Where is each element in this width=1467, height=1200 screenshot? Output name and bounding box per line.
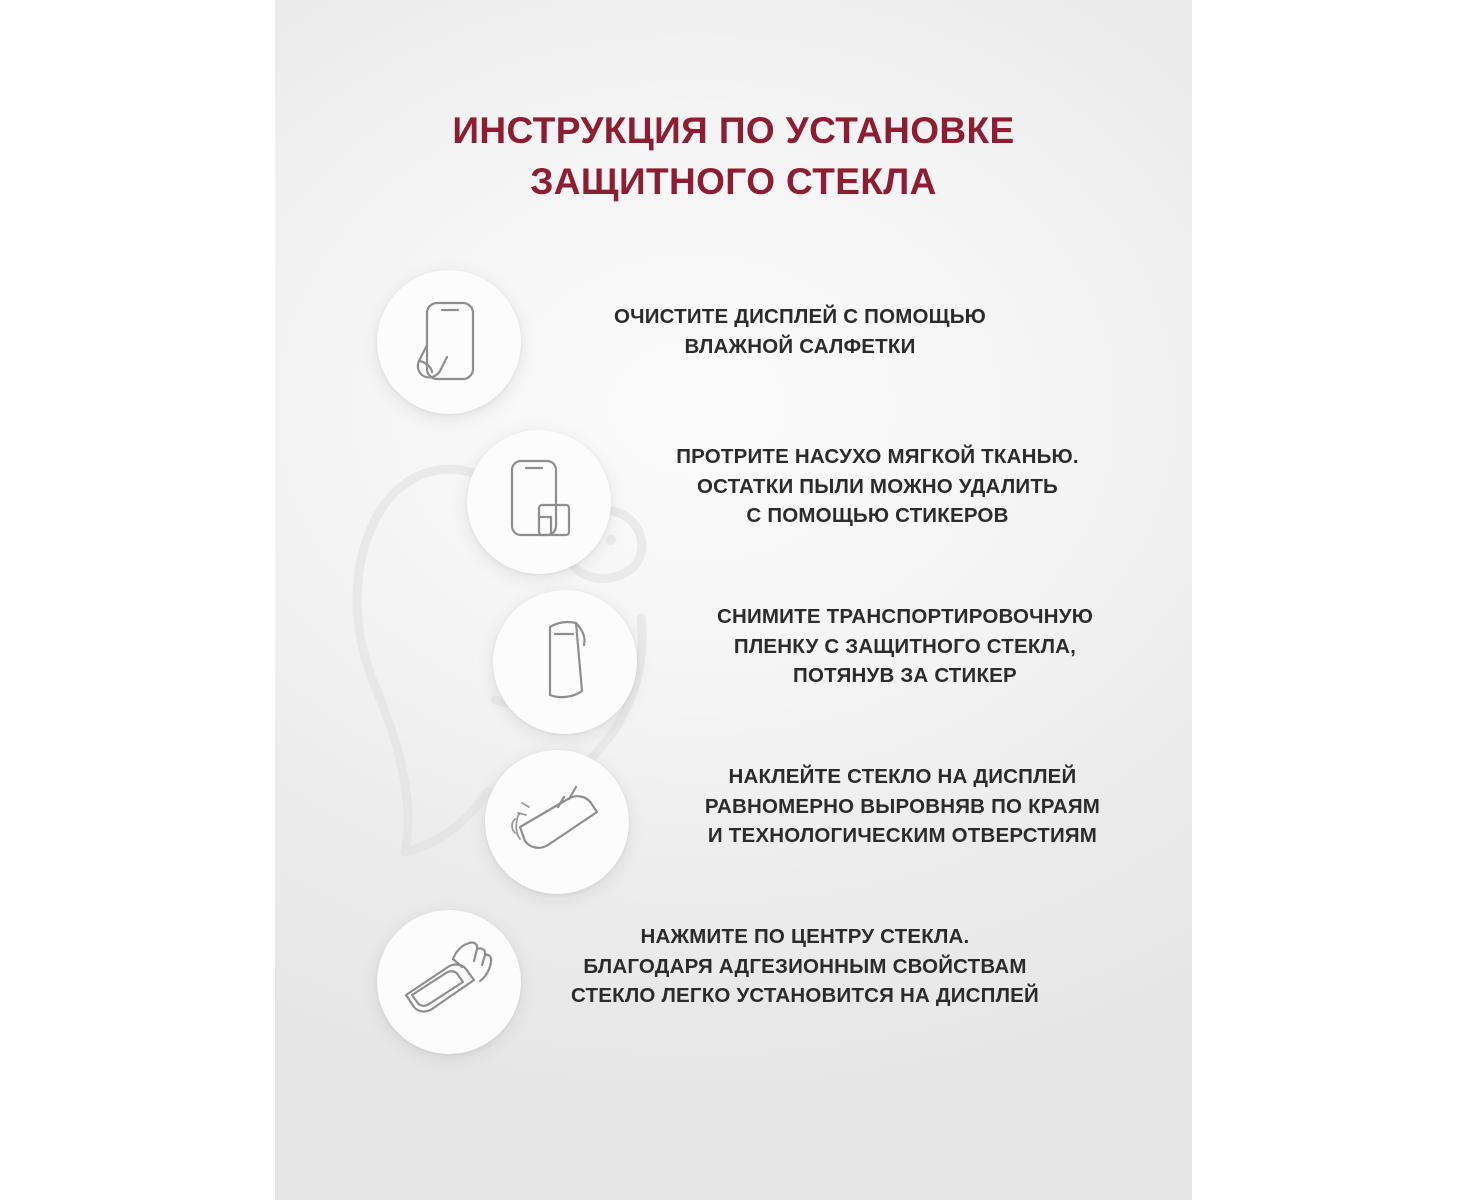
phone-with-cloth-icon: [484, 447, 594, 557]
step-3-line-2: ПЛЕНКУ С ЗАЩИТНОГО СТЕКЛА,: [733, 634, 1077, 658]
phone-with-wet-wipe-icon: [394, 287, 504, 397]
step-3-line-1: СНИМИТЕ ТРАНСПОРТИРОВОЧНУЮ: [716, 605, 1094, 628]
step-2-text: [605, 442, 1150, 531]
step-item: [275, 422, 1192, 582]
step-4-line-2: РАВНОМЕРНО ВЫРОВНЯВ ПО КРАЯМ: [704, 794, 1101, 818]
press-center-icon: [390, 923, 508, 1041]
step-2-line-3: С ПОМОЩЬЮ СТИКЕРОВ: [746, 504, 1009, 528]
page-title-line-2: ЗАЩИТНОГО СТЕКЛА: [530, 161, 937, 203]
page-title-line-1: ИНСТРУКЦИЯ ПО УСТАНОВКЕ: [452, 110, 1015, 151]
step-5-line-2: БЛАГОДАРЯ АДГЕЗИОННЫМ СВОЙСТВАМ: [583, 954, 1027, 978]
step-2-line-2: ОСТАТКИ ПЫЛИ МОЖНО УДАЛИТЬ: [696, 474, 1058, 498]
peel-film-icon: [510, 607, 620, 717]
step-1-text: [540, 302, 1060, 361]
step-3-icon-badge: [493, 590, 637, 734]
step-3-line-3: ПОТЯНУВ ЗА СТИКЕР: [793, 664, 1017, 688]
step-3-text: [625, 602, 1185, 691]
step-2-icon-badge: [467, 430, 611, 574]
step-4-text: [620, 762, 1185, 851]
step-1-line-1: ОЧИСТИТЕ ДИСПЛЕЙ С ПОМОЩЬЮ: [613, 305, 987, 328]
poster-panel: [275, 0, 1192, 1200]
step-4-line-1: НАКЛЕЙТЕ СТЕКЛО НА ДИСПЛЕЙ: [728, 765, 1077, 788]
step-item: [275, 742, 1192, 902]
step-5-line-3: СТЕКЛО ЛЕГКО УСТАНОВИТСЯ НА ДИСПЛЕЙ: [571, 984, 1039, 1008]
step-5-line-1: НАЖМИТЕ ПО ЦЕНТРУ СТЕКЛА.: [640, 925, 970, 948]
step-1-line-2: ВЛАЖНОЙ САЛФЕТКИ: [684, 334, 916, 358]
step-item: [275, 902, 1192, 1062]
apply-glass-icon: [498, 763, 616, 881]
step-2-line-1: ПРОТРИТЕ НАСУХО МЯГКОЙ ТКАНЬЮ.: [676, 445, 1079, 468]
step-1-icon-badge: [377, 270, 521, 414]
step-4-icon-badge: [485, 750, 629, 894]
step-item: [275, 262, 1192, 422]
page-title: [275, 105, 1192, 207]
steps-list: [275, 262, 1192, 1062]
step-5-text: [520, 922, 1090, 1011]
step-4-line-3: И ТЕХНОЛОГИЧЕСКИМ ОТВЕРСТИЯМ: [707, 824, 1098, 848]
step-5-icon-badge: [377, 910, 521, 1054]
step-item: [275, 582, 1192, 742]
